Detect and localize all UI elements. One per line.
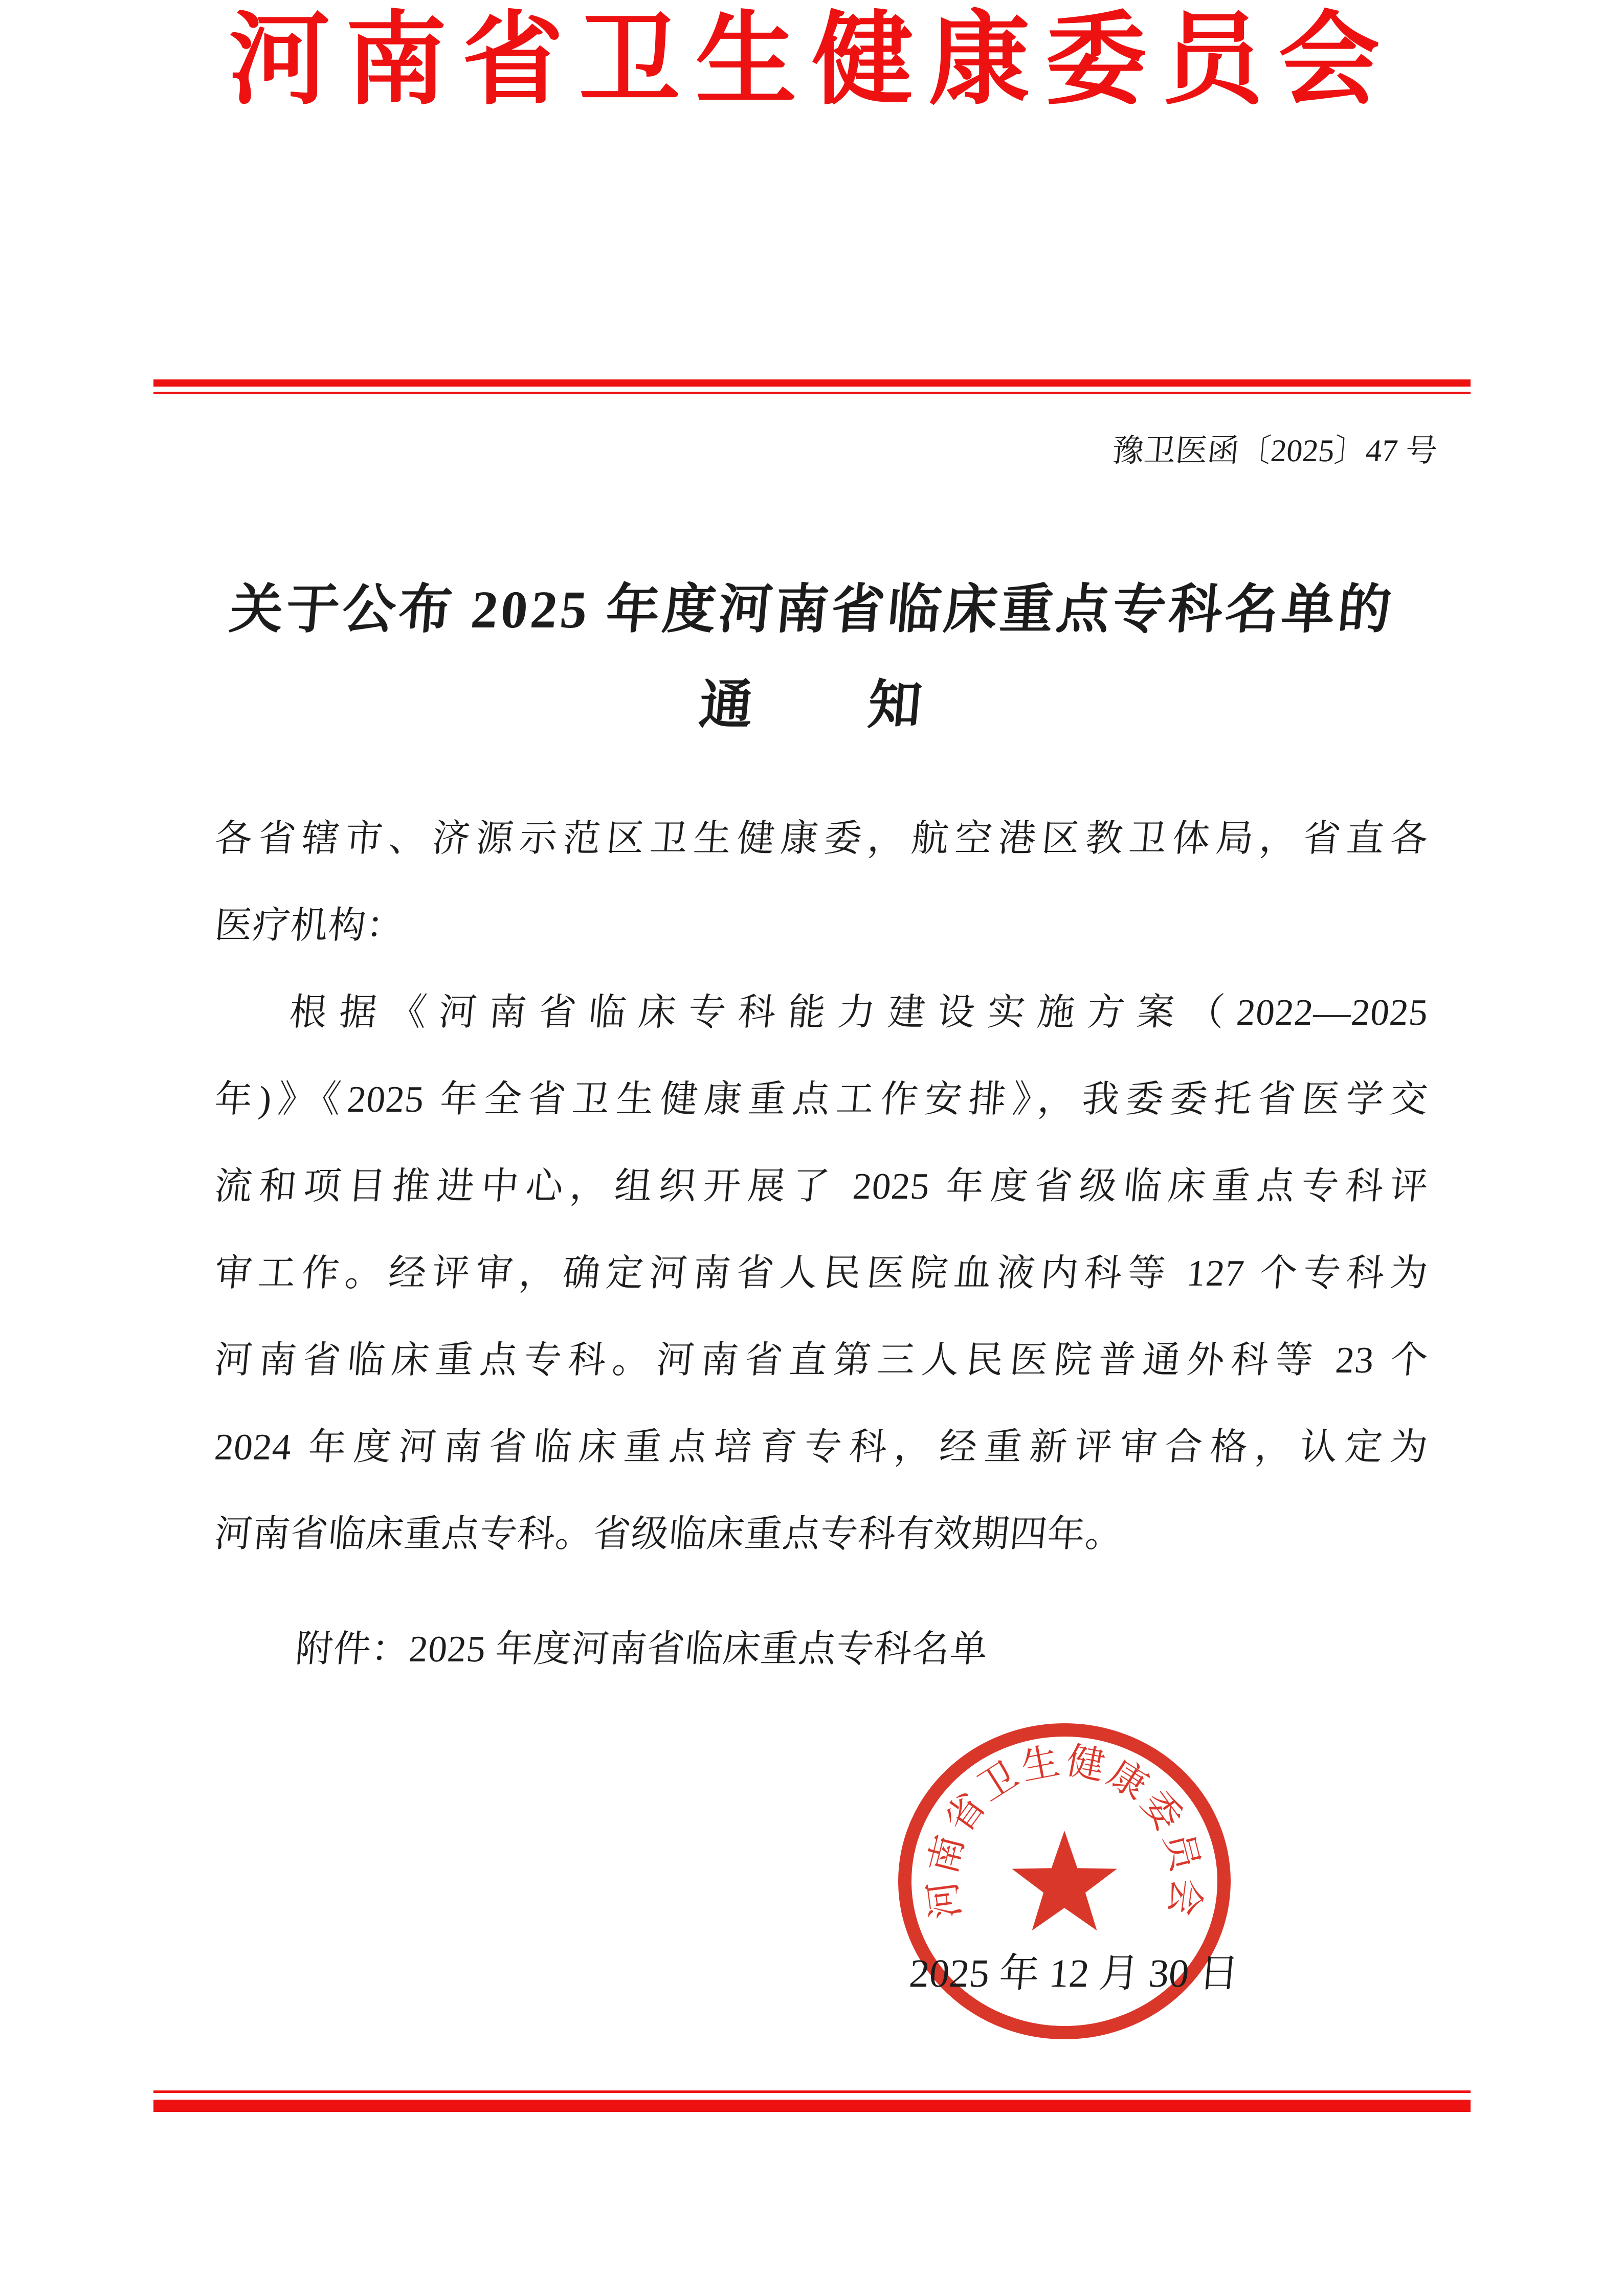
body-line: 河南省临床重点专科。省级临床重点专科有效期四年。	[213, 1513, 1125, 1555]
notice-title-line1: 关于公布 2025 年度河南省临床重点专科名单的	[227, 580, 1397, 639]
notice-title-line2: 通 知	[697, 676, 927, 735]
body-line: 2024 年度河南省临床重点培育专科，经重新评审合格，认定为	[213, 1426, 1430, 1468]
header-rule-thick	[153, 379, 1471, 387]
body-line: 医疗机构：	[213, 905, 406, 946]
attachment-line: 附件：2025 年度河南省临床重点专科名单	[294, 1628, 990, 1670]
body-line: 流和项目推进中心，组织开展了 2025 年度省级临床重点专科评	[213, 1165, 1430, 1207]
org-name-heading: 河南省卫生健康委员会	[229, 5, 1395, 117]
notice-body	[215, 795, 1428, 1578]
seal-arc-text: 河南省卫生健康委员会	[921, 1740, 1208, 1922]
footer-rule-thin	[153, 2090, 1471, 2093]
body-line: 根据《河南省临床专科能力建设实施方案（2022—2025	[287, 992, 1430, 1033]
body-line: 年)》《2025 年全省卫生健康重点工作安排》，我委委托省医学交	[213, 1078, 1430, 1120]
issue-date: 2025 年 12 月 30 日	[907, 1951, 1241, 1995]
body-line: 河南省临床重点专科。河南省直第三人民医院普通外科等 23 个	[213, 1339, 1430, 1381]
footer-rule-thick	[153, 2100, 1471, 2112]
doc-number: 豫卫医函〔2025〕47 号	[1110, 434, 1439, 468]
star-icon	[1012, 1831, 1117, 1930]
body-line: 审工作。经评审，确定河南省人民医院血液内科等 127 个专科为	[213, 1252, 1430, 1294]
body-line: 各省辖市、济源示范区卫生健康委，航空港区教卫体局，省直各	[213, 818, 1430, 859]
header-rule-thin	[153, 392, 1471, 394]
